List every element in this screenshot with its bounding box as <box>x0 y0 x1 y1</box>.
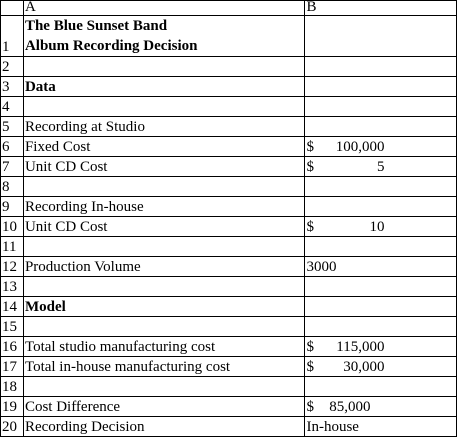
unit-cd-cost-studio-cell[interactable] <box>305 157 457 177</box>
total-inhouse-cost-cell[interactable] <box>305 357 457 377</box>
data-section-header[interactable]: Data <box>23 77 305 97</box>
row-header-1[interactable]: 1 <box>1 16 24 57</box>
fixed-cost-value: 100,000 <box>335 139 385 155</box>
cell-b13[interactable] <box>305 277 457 297</box>
sheet-row <box>1 237 457 257</box>
title-line-2: Album Recording Decision <box>24 38 198 54</box>
sheet-row <box>1 317 457 337</box>
column-header-b[interactable]: B <box>305 1 457 16</box>
sheet-row <box>1 177 457 197</box>
cell-b4[interactable] <box>305 97 457 117</box>
cell-b3[interactable] <box>305 77 457 97</box>
column-header-row <box>1 1 457 16</box>
sheet-row <box>1 217 457 237</box>
column-header-a[interactable]: A <box>23 1 305 16</box>
unit-cd-cost-inhouse-label[interactable]: Unit CD Cost <box>23 217 305 237</box>
total-inhouse-cost-value: 30,000 <box>343 359 385 375</box>
cost-difference-value: 85,000 <box>329 399 371 415</box>
row-header-4[interactable]: 4 <box>1 97 24 117</box>
sheet-row <box>1 77 457 97</box>
dollar-sign: $ <box>306 399 314 415</box>
model-section-header[interactable]: Model <box>23 297 305 317</box>
unit-cd-cost-inhouse-cell[interactable] <box>305 217 457 237</box>
currency-value <box>306 139 384 156</box>
row-header-13[interactable]: 13 <box>1 277 24 297</box>
title-cell[interactable] <box>23 16 305 57</box>
row-header-8[interactable]: 8 <box>1 177 24 197</box>
unit-cd-cost-studio-label[interactable]: Unit CD Cost <box>23 157 305 177</box>
sheet-row <box>1 57 457 77</box>
cell-b5[interactable] <box>305 117 457 137</box>
production-volume-value[interactable]: 3000 <box>305 257 457 277</box>
recording-decision-value[interactable]: In-house <box>305 417 457 437</box>
cell-a2[interactable] <box>23 57 305 77</box>
production-volume-label[interactable]: Production Volume <box>23 257 305 277</box>
currency-value <box>306 219 384 236</box>
fixed-cost-cell[interactable] <box>305 137 457 157</box>
row-header-3[interactable]: 3 <box>1 77 24 97</box>
sheet-row <box>1 357 457 377</box>
row-header-5[interactable]: 5 <box>1 117 24 137</box>
row-header-16[interactable]: 16 <box>1 337 24 357</box>
sheet-row <box>1 377 457 397</box>
sheet-row <box>1 257 457 277</box>
row-header-18[interactable]: 18 <box>1 377 24 397</box>
sheet-row <box>1 137 457 157</box>
fixed-cost-label[interactable]: Fixed Cost <box>23 137 305 157</box>
total-studio-cost-label[interactable]: Total studio manufacturing cost <box>23 337 305 357</box>
cost-difference-cell[interactable] <box>305 397 457 417</box>
sheet-row <box>1 197 457 217</box>
recording-in-house-label[interactable]: Recording In-house <box>23 197 305 217</box>
recording-at-studio-label[interactable]: Recording at Studio <box>23 117 305 137</box>
currency-value <box>306 359 384 376</box>
cell-b18[interactable] <box>305 377 457 397</box>
cell-a11[interactable] <box>23 237 305 257</box>
cell-a13[interactable] <box>23 277 305 297</box>
cell-b11[interactable] <box>305 237 457 257</box>
row-header-9[interactable]: 9 <box>1 197 24 217</box>
sheet-row <box>1 16 457 57</box>
row-header-11[interactable]: 11 <box>1 237 24 257</box>
cell-a15[interactable] <box>23 317 305 337</box>
cell-b9[interactable] <box>305 197 457 217</box>
sheet-row <box>1 297 457 317</box>
cell-b8[interactable] <box>305 177 457 197</box>
currency-value <box>306 399 370 416</box>
row-header-15[interactable]: 15 <box>1 317 24 337</box>
dollar-sign: $ <box>306 219 314 235</box>
dollar-sign: $ <box>306 339 314 355</box>
unit-cd-cost-inhouse-value: 10 <box>369 219 385 235</box>
total-inhouse-cost-label[interactable]: Total in-house manufacturing cost <box>23 357 305 377</box>
total-studio-cost-value: 115,000 <box>336 339 385 355</box>
cell-b15[interactable] <box>305 317 457 337</box>
sheet-row <box>1 337 457 357</box>
sheet-row <box>1 417 457 437</box>
corner-cell[interactable] <box>1 1 24 16</box>
sheet-row <box>1 157 457 177</box>
row-header-6[interactable]: 6 <box>1 137 24 157</box>
dollar-sign: $ <box>306 159 314 175</box>
sheet-row <box>1 397 457 417</box>
cell-a4[interactable] <box>23 97 305 117</box>
row-header-7[interactable]: 7 <box>1 157 24 177</box>
sheet-row <box>1 277 457 297</box>
currency-value <box>306 339 384 356</box>
cell-b2[interactable] <box>305 57 457 77</box>
row-header-2[interactable]: 2 <box>1 57 24 77</box>
row-header-14[interactable]: 14 <box>1 297 24 317</box>
row-header-10[interactable]: 10 <box>1 217 24 237</box>
cost-difference-label[interactable]: Cost Difference <box>23 397 305 417</box>
row-header-17[interactable]: 17 <box>1 357 24 377</box>
row-header-19[interactable]: 19 <box>1 397 24 417</box>
sheet-row <box>1 97 457 117</box>
cell-a8[interactable] <box>23 177 305 197</box>
title-line-1: The Blue Sunset Band <box>24 18 168 34</box>
row-header-20[interactable]: 20 <box>1 417 24 437</box>
sheet-row <box>1 117 457 137</box>
row-header-12[interactable]: 12 <box>1 257 24 277</box>
dollar-sign: $ <box>306 139 314 155</box>
currency-value <box>306 159 384 176</box>
cell-a18[interactable] <box>23 377 305 397</box>
total-studio-cost-cell[interactable] <box>305 337 457 357</box>
cell-b14[interactable] <box>305 297 457 317</box>
unit-cd-cost-studio-value: 5 <box>376 159 385 175</box>
dollar-sign: $ <box>306 359 314 375</box>
recording-decision-label[interactable]: Recording Decision <box>23 417 305 437</box>
cell-b1[interactable] <box>305 16 457 57</box>
